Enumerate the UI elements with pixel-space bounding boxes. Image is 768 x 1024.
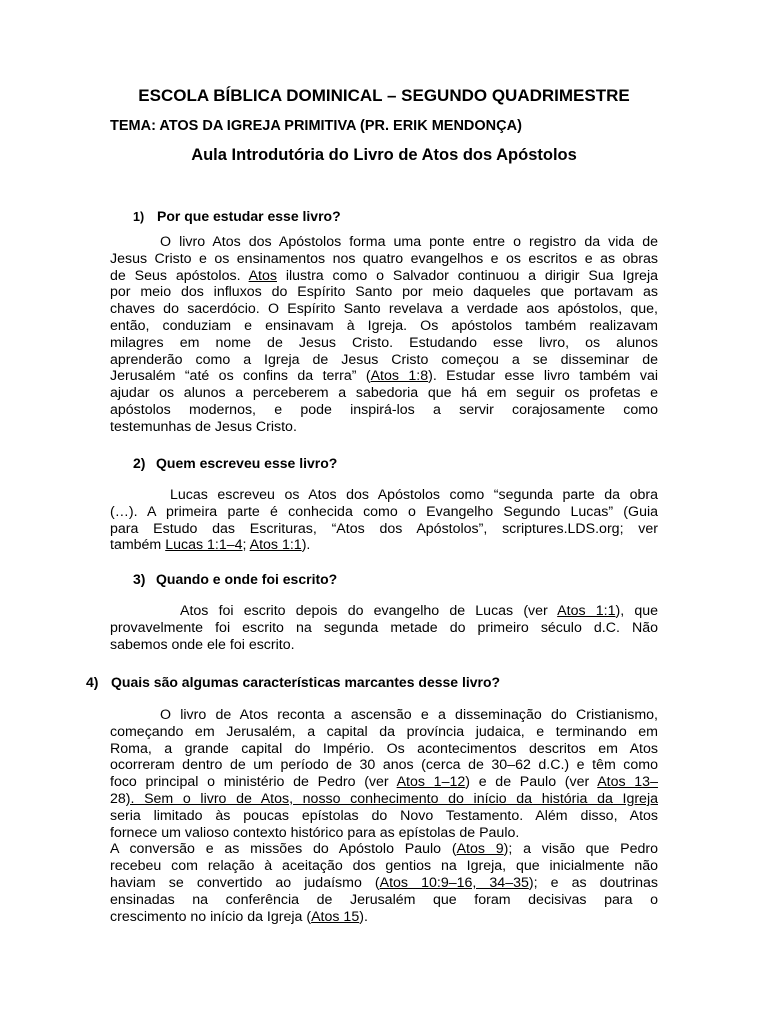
section-number: 2) [133, 455, 146, 471]
section-1-heading [133, 207, 341, 226]
paragraph-line: seria limitado às poucas epístolas do Novo Testamento. Além disso, Atos [110, 807, 658, 824]
lesson-subtitle: Aula Introdutória do Livro de Atos dos Apóstolos [191, 146, 577, 164]
paragraph-line: fornece um valioso contexto histórico para as epístolas de Paulo. [110, 824, 520, 841]
text-segment: de Seus apóstolos. [110, 267, 249, 284]
text-segment: ); e as doutrinas [528, 874, 659, 891]
paragraph-line: ensinadas na conferência de Jerusalém que foram decisivas para o [110, 891, 658, 908]
text-segment: ; [242, 537, 250, 554]
text-segment: A conversão e as missões do Apóstolo Paulo ( [110, 841, 457, 858]
lesson-theme: TEMA: ATOS DA IGREJA PRIMITIVA (PR. ERIK MENDONÇA) [110, 118, 522, 134]
paragraph-line: Lucas escreveu os Atos dos Apóstolos como “segunda parte da obra [170, 487, 658, 503]
paragraph-line: apóstolos modernos, e pode inspirá-los a servir corajosamente como [110, 401, 658, 418]
text-segment: ) e de Paulo (ver [465, 774, 598, 791]
scripture-reference-link[interactable]: Atos 1:1 [557, 603, 616, 619]
paragraph-line [110, 603, 658, 620]
paragraph-4 [110, 707, 658, 925]
scripture-reference-link[interactable]: Atos 1:8 [370, 368, 429, 385]
scripture-reference-link[interactable]: Atos 1:1 [249, 537, 302, 554]
paragraph-1 [110, 234, 658, 436]
section-title: Quem escreveu esse livro? [156, 455, 338, 471]
text-segment: ), que [615, 603, 658, 619]
text-segment: ). Estudar esse livro também vai [428, 368, 658, 385]
scripture-reference-link[interactable]: ). Sem o livro de Atos, nosso conhecimento do início da história da Igreja [125, 790, 658, 807]
paragraph-line [110, 909, 658, 926]
paragraph-line: Jesus Cristo e os ensinamentos nos quatro evangelhos e os escritos e as obras [110, 250, 658, 267]
paragraph-line: por meio dos influxos do Espírito Santo por meio daqueles que portavam as [110, 284, 658, 301]
text-segment: ). [301, 537, 311, 554]
section-number: 1) [133, 210, 145, 224]
paragraph-line [110, 537, 658, 554]
paragraph-line: sabemos onde ele foi escrito. [110, 636, 295, 653]
paragraph-line: O livro de Atos reconta a ascensão e a disseminação do Cristianismo, [160, 707, 658, 723]
section-title: Por que estudar esse livro? [157, 208, 341, 224]
paragraph-2 [110, 487, 658, 554]
text-segment: ilustra como o Salvador continuou a dirigir Sua Igreja [276, 267, 658, 284]
paragraph-line [110, 875, 658, 892]
paragraph-line [110, 841, 658, 858]
paragraph-line [110, 368, 658, 385]
scripture-reference-link[interactable]: Lucas 1:1–4 [165, 537, 243, 554]
paragraph-line: ocorreram dentro de um período de 30 anos (cerca de 30–62 d.C.) e têm como [110, 757, 658, 774]
paragraph-line: recebeu com relação à aceitação dos gentios na Igreja, que inicialmente não [110, 858, 658, 875]
section-number: 3) [133, 571, 146, 587]
scripture-reference-link[interactable]: Atos [248, 267, 277, 284]
section-title: Quando e onde foi escrito? [156, 571, 338, 587]
paragraph-line [110, 774, 658, 791]
scripture-reference-link[interactable]: Atos 9 [456, 841, 504, 858]
paragraph-line: começando em Jerusalém, a capital da província judaica, e terminando em [110, 723, 658, 740]
paragraph-line: milagres em nome de Jesus Cristo. Estudando esse livro, os alunos [110, 334, 658, 351]
text-segment: também [110, 537, 166, 554]
paragraph-line [110, 268, 658, 285]
section-title: Quais são algumas características marcantes desse livro? [111, 674, 501, 690]
paragraph-line [110, 791, 658, 808]
text-segment: ); a visão que Pedro [503, 841, 658, 858]
scripture-reference-link[interactable]: Atos 10:9–16, 34–35 [379, 874, 529, 891]
paragraph-line: Roma, a grande capital do Império. Os acontecimentos descritos em Atos [110, 740, 658, 757]
section-3-heading [133, 570, 337, 588]
scripture-reference-link[interactable]: Atos 15 [311, 908, 360, 925]
paragraph-line: para Estudo das Escrituras, “Atos dos Apóstolos”, scriptures.LDS.org; ver [110, 520, 658, 537]
scripture-reference-link[interactable]: Atos 1–12 [396, 774, 466, 791]
paragraph-line: ajudar os alunos a perceberem a sabedoria que há em seguir os profetas e [110, 385, 658, 402]
paragraph-line: testemunhas de Jesus Cristo. [110, 418, 297, 435]
text-segment: 28 [110, 790, 126, 807]
section-2-heading [133, 454, 337, 472]
section-number: 4) [86, 674, 99, 690]
text-segment: foco principal o ministério de Pedro (ver [110, 774, 397, 791]
section-4-heading [86, 673, 500, 691]
text-segment: Atos foi escrito depois do evangelho de Lucas (ver [180, 603, 558, 619]
text-segment: haviam se convertido ao judaísmo ( [110, 874, 380, 891]
paragraph-3 [110, 603, 658, 653]
paragraph-line: O livro Atos dos Apóstolos forma uma ponte entre o registro da vida de [160, 234, 658, 250]
paragraph-line: provavelmente foi escrito na segunda metade do primeiro século d.C. Não [110, 619, 658, 636]
text-segment: ). [359, 908, 368, 925]
paragraph-line: (…). A primeira parte é conhecida como o Evangelho Segundo Lucas” (Guia [110, 503, 658, 520]
paragraph-line: aprenderão como a Igreja de Jesus Cristo começou a se disseminar de [110, 351, 658, 368]
text-segment: crescimento no início da Igreja ( [110, 908, 312, 925]
text-segment: Jerusalém “até os confins da terra” ( [110, 368, 371, 385]
paragraph-line: chaves do sacerdócio. O Espírito Santo revelava a verdade aos apóstolos, que, [110, 301, 658, 318]
page-title: ESCOLA BÍBLICA DOMINICAL – SEGUNDO QUADRIMESTRE [138, 86, 630, 105]
scripture-reference-link[interactable]: Atos 13– [597, 774, 658, 791]
paragraph-line: então, conduziam e ensinavam à Igreja. Os apóstolos também realizavam [110, 317, 658, 334]
